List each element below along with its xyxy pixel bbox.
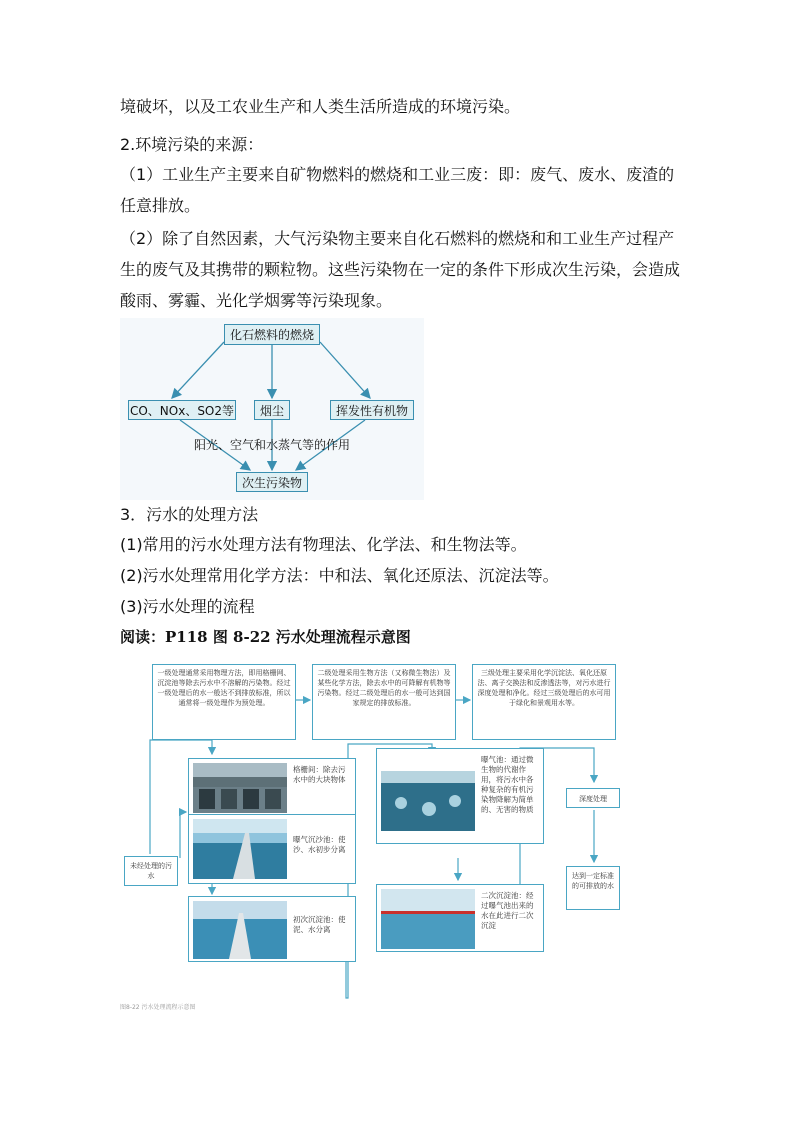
paragraph-line-7: 酸雨、雾霾、光化学烟雾等污染现象。: [120, 291, 393, 310]
aerated-grit-text: 曝气沉沙池：使沙、水初步分离: [293, 835, 346, 854]
sewage-treatment-diagram: [120, 658, 628, 1011]
aeration-tank-photo: [381, 771, 475, 831]
tertiary-treatment-box: 三级处理主要采用化学沉淀法、氧化还原法、离子交换法和反渗透法等，对污水进行深度处理和净化。经过三级处理后的水可用于绿化和景观用水等。: [472, 664, 616, 740]
grid-chamber-photo: [193, 763, 287, 813]
secondary-treatment-box: 二级处理采用生物方法（又称微生物法）及某些化学方法，除去水中的可降解有机物等污染物。经过二级处理后的水一般可达到国家规定的排放标准。: [312, 664, 456, 740]
paragraph-line-6: 生的废气及其携带的颗粒物。这些污染物在一定的条件下形成次生污染，会造成: [120, 260, 681, 279]
aerated-grit-photo: [193, 819, 287, 879]
untreated-water-box: 未经处理的污水: [124, 856, 178, 886]
paragraph-line-2: 2.环境污染的来源：: [120, 135, 264, 154]
primary-settling-card: [188, 896, 356, 962]
standard-water-box: 达到一定标准的可排放的水: [566, 866, 620, 910]
aeration-tank-card: [376, 748, 544, 844]
section3-item-2: (2)污水处理常用化学方法：中和法、氧化还原法、沉淀法等。: [120, 566, 559, 585]
paragraph-line-4: 任意排放。: [120, 196, 201, 215]
primary-settling-text: 初次沉淀池：使泥、水分离: [293, 915, 346, 934]
volatile-organics-box: 挥发性有机物: [330, 400, 414, 420]
dust-box: 烟尘: [254, 400, 290, 420]
secondary-settling-text: 二次沉淀池：经过曝气池出来的水在此进行二次沉淀: [481, 891, 534, 930]
figure-caption: 图8-22 污水处理流程示意图: [120, 1004, 196, 1011]
section3-heading: 3．污水的处理方法: [120, 505, 259, 524]
reading-reference: 阅读：P118 图 8-22 污水处理流程示意图: [120, 628, 411, 646]
paragraph-line-3: （1）工业生产主要来自矿物燃料的燃烧和工业三废：即：废气、废水、废渣的: [120, 165, 675, 184]
section3-item-3: (3)污水处理的流程: [120, 597, 255, 616]
aeration-tank-text: 曝气池：通过微生物的代谢作用，将污水中各种复杂的有机污染物降解为简单的、无害的物质: [481, 755, 534, 814]
paragraph-line-5: （2）除了自然因素，大气污染物主要来自化石燃料的燃烧和和工业生产过程产: [120, 229, 675, 248]
paragraph-line-1: 境破坏，以及工农业生产和人类生活所造成的环境污染。: [120, 97, 521, 116]
primary-treatment-box: 一级处理通常采用物理方法，即用格栅网、沉淀池等除去污水中不溶解的污染物。经过一级处理后的水一般达不到排放标准，所以通常将一级处理作为预处理。: [152, 664, 296, 740]
pollution-source-diagram: [120, 318, 424, 500]
grid-chamber-text: 格栅间：除去污水中的大块物体: [293, 765, 346, 784]
deep-treatment-box: 深度处理: [566, 788, 620, 808]
gas-pollutants-box: CO、NOx、SO2等: [128, 400, 236, 420]
secondary-pollutant-box: 次生污染物: [236, 472, 308, 492]
primary-settling-photo: [193, 901, 287, 959]
fossil-fuel-box: 化石燃料的燃烧: [224, 324, 320, 345]
secondary-settling-photo: [381, 889, 475, 949]
aerated-grit-card: [188, 814, 356, 884]
grid-chamber-card: [188, 758, 356, 816]
condition-label: 阳光、空气和水蒸气等的作用: [194, 438, 351, 452]
secondary-settling-card: [376, 884, 544, 952]
section3-item-1: (1)常用的污水处理方法有物理法、化学法、和生物法等。: [120, 535, 527, 554]
